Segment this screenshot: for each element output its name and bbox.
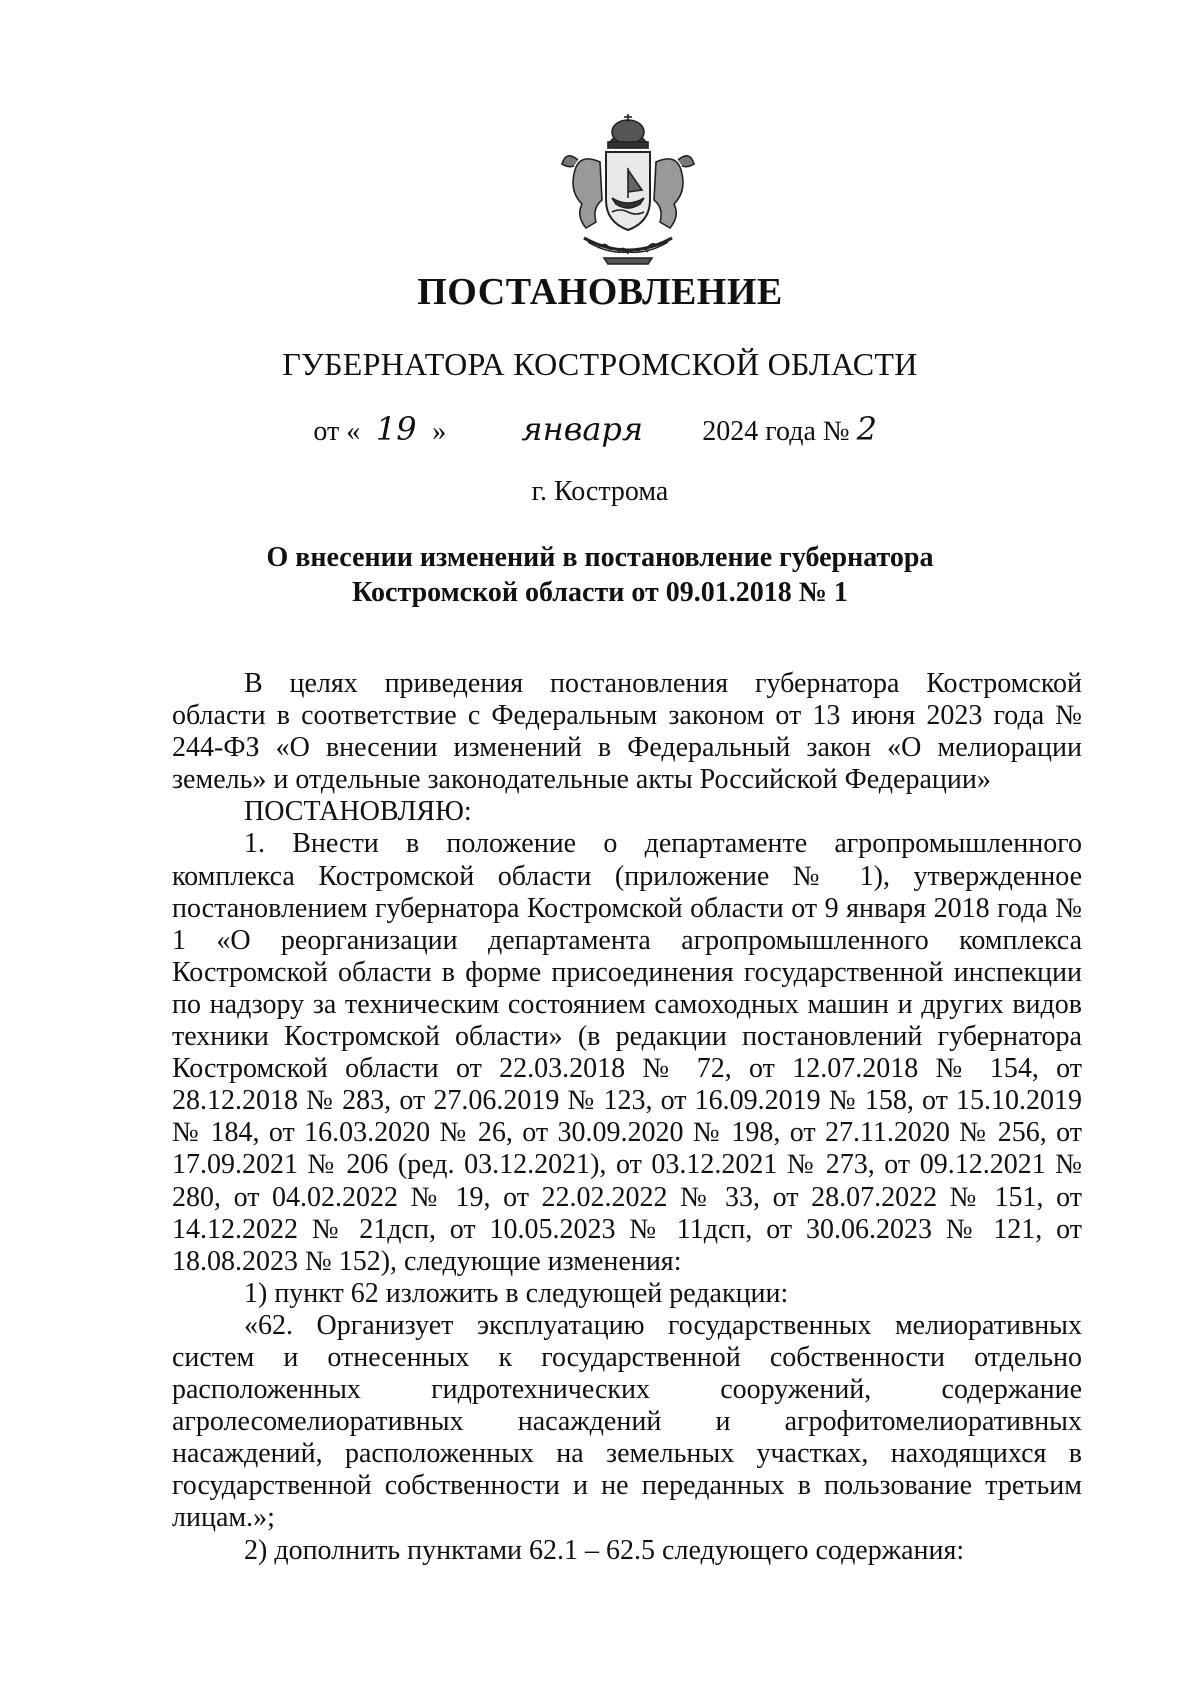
- subject-heading: [0, 540, 1200, 610]
- subject-line-1: О внесении изменений в постановление губернатора: [266, 542, 934, 573]
- resolve-word: ПОСТАНОВЛЯЮ:: [244, 796, 472, 828]
- city-line: г. Кострома: [531, 476, 669, 507]
- issuer-heading: ГУБЕРНАТОРА КОСТРОМСКОЙ ОБЛАСТИ: [282, 346, 918, 382]
- date-close-quote: »: [432, 416, 447, 447]
- item-1-paragraph: 1. Внести в положение о департаменте агропромышленного комплекса Костромской области (приложение № 1), утвержденное постановлением губернатора Костромской области от 9 января 2018 года № 1 «О реорганизации департамента агропромышленного комплекса Костромской области в форме присоединения государственной инспекции по надзору за техническим состоянием самоходных машин и других видов техники Костромской области» (в редакции постановлений губернатора Костромской области от 22.03.2018 № 72, от 12.07.2018 № 154, от 28.12.2018 № 283, от 27.06.2019 № 123, от 16.09.2019 № 158, от 15.10.2019 № 184, от 16.03.2020 № 26, от 30.09.2020 № 198, от 27.11.2020 № 256, от 17.09.2021 № 206 (ред. 03.12.2021), от 03.12.2021 № 273, от 09.12.2021 № 280, от 04.02.2022 № 19, от 22.02.2022 № 33, от 28.07.2022 № 151, от 14.12.2022 № 21дсп, от 10.05.2023 № 11дсп, от 30.06.2023 № 121, от 18.08.2023 № 152), следующие изменения:: [172, 828, 1082, 1277]
- date-day-handwritten: 19: [375, 410, 417, 448]
- subject-line-2: Костромской области от 09.01.2018 № 1: [352, 577, 848, 608]
- date-year: 2024 года №: [702, 416, 850, 447]
- document-type-heading: ПОСТАНОВЛЕНИЕ: [417, 271, 783, 313]
- document-number-handwritten: 2: [856, 410, 877, 448]
- document-body: [172, 668, 1082, 1567]
- kostroma-coat-of-arms-icon: [548, 112, 708, 272]
- subitem-2-paragraph: 2) дополнить пунктами 62.1 – 62.5 следующего содержания:: [244, 1534, 965, 1566]
- preamble-paragraph: В целях приведения постановления губернатора Костромской области в соответствие с Федеральным законом от 13 июня 2023 года № 244-ФЗ «О внесении изменений в Федеральный закон «О мелиорации земель» и отдельные законодательные акты Российской Федерации»: [172, 668, 1082, 796]
- subitem-1-paragraph: 1) пункт 62 изложить в следующей редакции:: [244, 1277, 789, 1309]
- date-month-handwritten: января: [521, 410, 644, 448]
- date-prefix: от «: [313, 416, 361, 447]
- point-62-quote-paragraph: «62. Организует эксплуатацию государственных мелиоративных систем и отнесенных к государственной собственности отдельно расположенных гидротехнических сооружений, содержание агролесомелиоративных насаждений и агрофитомелиоративных насаждений, расположенных на земельных участках, находящихся в государственной собственности и не переданных в пользование третьим лицам.»;: [172, 1309, 1082, 1534]
- date-number-line: [0, 410, 1200, 448]
